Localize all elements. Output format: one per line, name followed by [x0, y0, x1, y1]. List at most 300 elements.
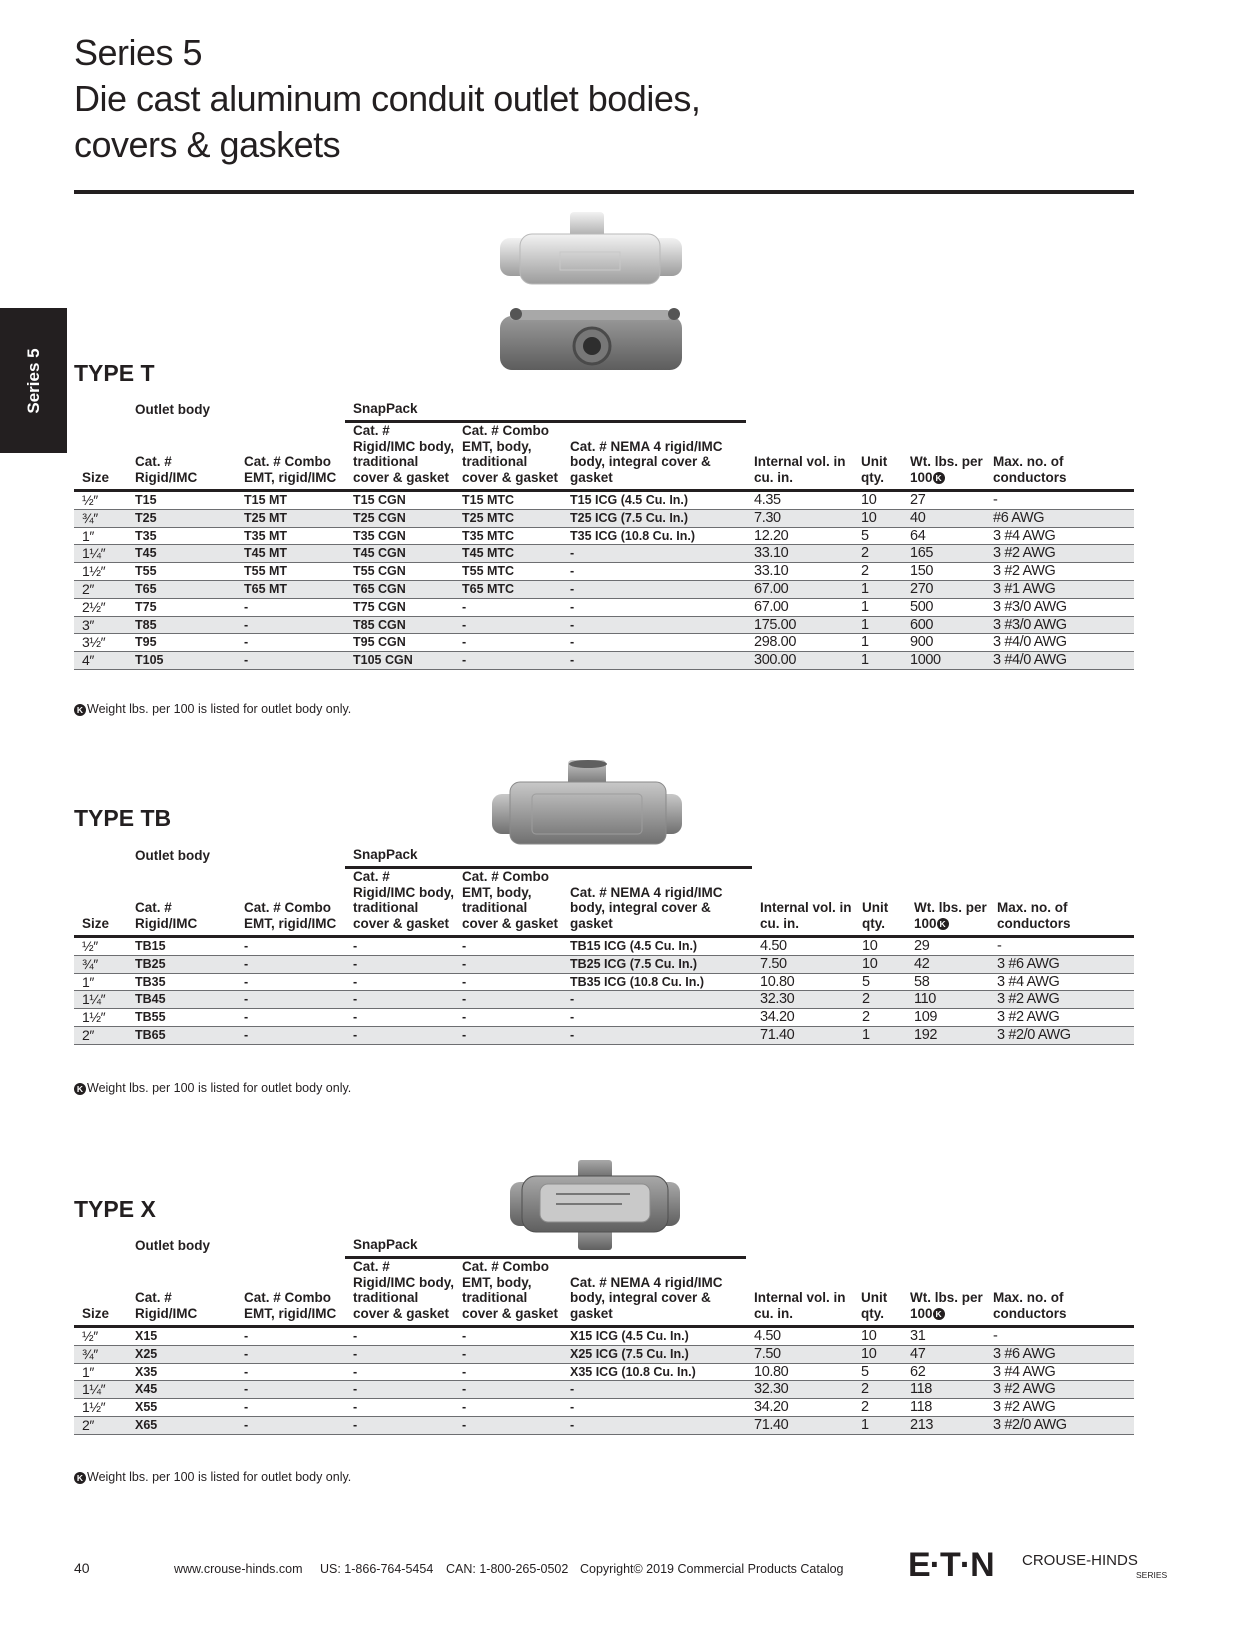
- table-cell: 300.00: [746, 652, 853, 670]
- table-row: [74, 1381, 1134, 1399]
- column-header: Internal vol. in cu. in.: [746, 1258, 853, 1327]
- table-cell: 1: [853, 598, 902, 616]
- table-cell: 71.40: [746, 1416, 853, 1434]
- table-cell: 4″: [74, 652, 127, 670]
- eaton-wordmark: E·T·N: [908, 1546, 994, 1584]
- table-cell: -: [345, 1345, 454, 1363]
- table-cell: 1: [853, 616, 902, 634]
- table-cell: -: [345, 955, 454, 973]
- snappack-group-header: SnapPack: [345, 1232, 746, 1258]
- column-header: Internal vol. in cu. in.: [746, 422, 853, 491]
- table-cell: -: [345, 1327, 454, 1346]
- table-cell: 118: [902, 1399, 985, 1417]
- table-cell: 1½″: [74, 1009, 127, 1027]
- column-header: Cat. # Combo EMT, rigid/IMC: [236, 868, 345, 937]
- table-cell: 27: [902, 491, 985, 510]
- table-cell: -: [236, 634, 345, 652]
- page-title: [74, 30, 700, 168]
- table-cell: TB45: [127, 991, 236, 1009]
- table-cell: TB15 ICG (4.5 Cu. In.): [562, 937, 752, 956]
- k-badge-icon: K: [74, 1083, 86, 1095]
- type-t-heading: TYPE T: [74, 360, 155, 386]
- table-header-row: [74, 868, 1134, 937]
- outlet-body-group-header: Outlet body: [135, 1238, 210, 1253]
- table-cell: -: [236, 991, 345, 1009]
- footer-website: www.crouse-hinds.com: [174, 1562, 303, 1576]
- table-cell: 3 #2 AWG: [985, 545, 1134, 563]
- table-cell: T55: [127, 563, 236, 581]
- table-cell: 10: [853, 509, 902, 527]
- table-cell: T95 CGN: [345, 634, 454, 652]
- table-cell: 58: [906, 973, 989, 991]
- table-cell: X25 ICG (7.5 Cu. In.): [562, 1345, 746, 1363]
- table-cell: 3½″: [74, 634, 127, 652]
- eaton-crouse-hinds-logo: [908, 1546, 1168, 1584]
- table-cell: 2: [853, 545, 902, 563]
- table-cell: TB55: [127, 1009, 236, 1027]
- table-cell: X35: [127, 1363, 236, 1381]
- table-cell: -: [985, 491, 1134, 510]
- table-cell: 10: [854, 955, 906, 973]
- table-cell: T15: [127, 491, 236, 510]
- table-cell: 7.50: [746, 1345, 853, 1363]
- table-cell: -: [562, 1399, 746, 1417]
- table-cell: X55: [127, 1399, 236, 1417]
- table-cell: -: [345, 1026, 454, 1044]
- table-cell: T25 MTC: [454, 509, 562, 527]
- table-cell: TB15: [127, 937, 236, 956]
- table-cell: -: [562, 634, 746, 652]
- outlet-body-group-header: Outlet body: [135, 402, 210, 417]
- table-cell: T25: [127, 509, 236, 527]
- table-cell: 2: [853, 1399, 902, 1417]
- table-cell: TB25: [127, 955, 236, 973]
- table-cell: 1½″: [74, 563, 127, 581]
- table-cell: 3 #2/0 AWG: [985, 1416, 1134, 1434]
- type-x-table: [74, 1232, 1134, 1435]
- table-cell: 1″: [74, 973, 127, 991]
- table-cell: -: [345, 973, 454, 991]
- k-badge-icon: K: [937, 918, 949, 930]
- table-row: [74, 616, 1134, 634]
- table-cell: 1: [853, 652, 902, 670]
- table-row: [74, 580, 1134, 598]
- table-cell: -: [236, 1416, 345, 1434]
- table-cell: X65: [127, 1416, 236, 1434]
- table-cell: T15 CGN: [345, 491, 454, 510]
- column-header: Cat. # Rigid/IMC: [127, 1258, 236, 1327]
- table-cell: 3 #4/0 AWG: [985, 634, 1134, 652]
- column-header: Wt. lbs. per 100 K: [902, 1258, 985, 1327]
- table-cell: -: [236, 937, 345, 956]
- table-cell: ½″: [74, 937, 127, 956]
- table-cell: T85 CGN: [345, 616, 454, 634]
- table-cell: ¾″: [74, 509, 127, 527]
- type-x-note: [74, 1470, 351, 1484]
- table-cell: 40: [902, 509, 985, 527]
- table-cell: 1″: [74, 1363, 127, 1381]
- table-cell: -: [454, 973, 562, 991]
- column-header: Unit qty.: [853, 1258, 902, 1327]
- table-row: [74, 527, 1134, 545]
- table-cell: 3 #6 AWG: [989, 955, 1134, 973]
- table-cell: -: [236, 1363, 345, 1381]
- table-row: [74, 1026, 1134, 1044]
- page-number: 40: [74, 1560, 90, 1576]
- table-cell: T35 ICG (10.8 Cu. In.): [562, 527, 746, 545]
- crouse-hinds-wordmark: CROUSE-HINDS: [1022, 1552, 1138, 1569]
- footer-us-phone: US: 1-866-764-5454: [320, 1562, 434, 1576]
- column-header: Cat. # Rigid/IMC body, traditional cover & gasket: [345, 1258, 454, 1327]
- table-cell: 2″: [74, 580, 127, 598]
- table-cell: 10: [853, 491, 902, 510]
- table-cell: 109: [906, 1009, 989, 1027]
- k-badge-icon: K: [933, 1308, 945, 1320]
- column-header: Wt. lbs. per 100 K: [906, 868, 989, 937]
- table-cell: ¾″: [74, 1345, 127, 1363]
- table-cell: -: [236, 1026, 345, 1044]
- table-cell: 2: [853, 1381, 902, 1399]
- table-row: [74, 598, 1134, 616]
- table-cell: -: [236, 652, 345, 670]
- table-cell: -: [454, 991, 562, 1009]
- table-cell: -: [345, 1009, 454, 1027]
- table-cell: -: [236, 1009, 345, 1027]
- table-cell: T65 MT: [236, 580, 345, 598]
- k-badge-icon: K: [74, 1472, 86, 1484]
- table-cell: 1½″: [74, 1399, 127, 1417]
- table-cell: X35 ICG (10.8 Cu. In.): [562, 1363, 746, 1381]
- table-cell: -: [236, 1381, 345, 1399]
- table-cell: 3 #4 AWG: [989, 973, 1134, 991]
- title-line-2: Die cast aluminum conduit outlet bodies,: [74, 78, 701, 119]
- table-cell: 270: [902, 580, 985, 598]
- type-tb-note: [74, 1081, 351, 1095]
- column-header: Cat. # NEMA 4 rigid/IMC body, integral cover & gasket: [562, 1258, 746, 1327]
- table-cell: -: [236, 1399, 345, 1417]
- table-cell: -: [562, 1009, 752, 1027]
- column-header: Cat. # NEMA 4 rigid/IMC body, integral cover & gasket: [562, 868, 752, 937]
- table-cell: T55 MT: [236, 563, 345, 581]
- table-cell: T35: [127, 527, 236, 545]
- column-header: Cat. # Rigid/IMC body, traditional cover & gasket: [345, 422, 454, 491]
- table-cell: TB35: [127, 973, 236, 991]
- table-cell: 34.20: [746, 1399, 853, 1417]
- k-badge-icon: K: [74, 704, 86, 716]
- type-tb-heading: TYPE TB: [74, 805, 172, 831]
- table-cell: -: [345, 1399, 454, 1417]
- table-cell: -: [454, 955, 562, 973]
- table-cell: 64: [902, 527, 985, 545]
- table-cell: -: [236, 1327, 345, 1346]
- table-cell: 34.20: [752, 1009, 854, 1027]
- table-cell: 1: [854, 1026, 906, 1044]
- snappack-group-header: SnapPack: [345, 842, 752, 868]
- table-cell: 150: [902, 563, 985, 581]
- table-cell: T95: [127, 634, 236, 652]
- table-row: [74, 973, 1134, 991]
- table-cell: 500: [902, 598, 985, 616]
- column-header: Cat. # Combo EMT, body, traditional cover & gasket: [454, 1258, 562, 1327]
- table-cell: 3 #2 AWG: [989, 1009, 1134, 1027]
- type-t-product-photo: [500, 212, 688, 372]
- table-cell: 42: [906, 955, 989, 973]
- table-cell: 1¼″: [74, 991, 127, 1009]
- column-header: Max. no. of conductors: [985, 1258, 1134, 1327]
- table-cell: -: [345, 1363, 454, 1381]
- side-tab-label: Series 5: [23, 347, 43, 414]
- table-cell: 3 #2 AWG: [985, 1399, 1134, 1417]
- table-cell: 5: [854, 973, 906, 991]
- table-row: [74, 509, 1134, 527]
- table-cell: 4.50: [752, 937, 854, 956]
- table-cell: 29: [906, 937, 989, 956]
- table-cell: -: [562, 991, 752, 1009]
- column-header: Cat. # Combo EMT, body, traditional cover & gasket: [454, 868, 562, 937]
- table-cell: 3 #3/0 AWG: [985, 598, 1134, 616]
- table-cell: 4.50: [746, 1327, 853, 1346]
- table-row: [74, 634, 1134, 652]
- table-cell: 213: [902, 1416, 985, 1434]
- table-cell: -: [454, 652, 562, 670]
- table-cell: -: [985, 1327, 1134, 1346]
- table-cell: -: [562, 563, 746, 581]
- table-cell: X15: [127, 1327, 236, 1346]
- table-cell: -: [236, 973, 345, 991]
- table-row: [74, 1399, 1134, 1417]
- table-cell: -: [454, 1009, 562, 1027]
- column-header: Cat. # Combo EMT, rigid/IMC: [236, 1258, 345, 1327]
- table-cell: 5: [853, 1363, 902, 1381]
- table-cell: TB25 ICG (7.5 Cu. In.): [562, 955, 752, 973]
- type-t-note: [74, 702, 351, 716]
- table-cell: -: [236, 616, 345, 634]
- note-text: Weight lbs. per 100 is listed for outlet body only.: [87, 1081, 352, 1095]
- table-cell: -: [345, 1381, 454, 1399]
- table-cell: 1″: [74, 527, 127, 545]
- table-cell: 1: [853, 1416, 902, 1434]
- table-cell: 1: [853, 634, 902, 652]
- table-cell: 118: [902, 1381, 985, 1399]
- table-cell: -: [345, 991, 454, 1009]
- series-wordmark: SERIES: [1136, 1570, 1168, 1580]
- table-cell: 4.35: [746, 491, 853, 510]
- column-header: Size: [74, 868, 127, 937]
- side-tab: [0, 308, 67, 453]
- column-header: Unit qty.: [853, 422, 902, 491]
- column-header: Size: [74, 1258, 127, 1327]
- title-line-1: Series 5: [74, 32, 203, 73]
- table-cell: T55 CGN: [345, 563, 454, 581]
- table-cell: -: [454, 1026, 562, 1044]
- title-rule: [74, 190, 1134, 194]
- table-cell: 2½″: [74, 598, 127, 616]
- table-cell: T105 CGN: [345, 652, 454, 670]
- table-cell: -: [236, 1345, 345, 1363]
- table-cell: -: [236, 955, 345, 973]
- table-cell: 67.00: [746, 580, 853, 598]
- table-cell: -: [562, 598, 746, 616]
- table-cell: 71.40: [752, 1026, 854, 1044]
- table-cell: ¾″: [74, 955, 127, 973]
- table-cell: 192: [906, 1026, 989, 1044]
- title-line-3: covers & gaskets: [74, 124, 341, 165]
- table-cell: -: [562, 580, 746, 598]
- table-cell: 3 #2 AWG: [985, 563, 1134, 581]
- table-cell: 165: [902, 545, 985, 563]
- table-cell: 62: [902, 1363, 985, 1381]
- table-cell: -: [236, 598, 345, 616]
- table-cell: -: [454, 1363, 562, 1381]
- table-cell: T75 CGN: [345, 598, 454, 616]
- table-cell: 31: [902, 1327, 985, 1346]
- table-cell: T15 ICG (4.5 Cu. In.): [562, 491, 746, 510]
- table-cell: 10: [853, 1345, 902, 1363]
- table-cell: -: [454, 1345, 562, 1363]
- table-cell: 10.80: [752, 973, 854, 991]
- table-cell: -: [454, 1381, 562, 1399]
- table-row: [74, 545, 1134, 563]
- table-cell: -: [454, 1416, 562, 1434]
- table-cell: 33.10: [746, 545, 853, 563]
- type-x-table-body: [74, 1327, 1134, 1435]
- table-cell: X15 ICG (4.5 Cu. In.): [562, 1327, 746, 1346]
- table-cell: 1¼″: [74, 545, 127, 563]
- table-cell: ½″: [74, 491, 127, 510]
- table-cell: 3 #2 AWG: [989, 991, 1134, 1009]
- type-t-table-body: [74, 491, 1134, 670]
- table-cell: ½″: [74, 1327, 127, 1346]
- table-cell: 2″: [74, 1416, 127, 1434]
- table-row: [74, 491, 1134, 510]
- column-header: Cat. # Rigid/IMC: [127, 868, 236, 937]
- table-cell: T15 MT: [236, 491, 345, 510]
- table-cell: 900: [902, 634, 985, 652]
- table-cell: 67.00: [746, 598, 853, 616]
- table-row: [74, 1416, 1134, 1434]
- table-cell: 3 #6 AWG: [985, 1345, 1134, 1363]
- type-tb-table-body: [74, 937, 1134, 1045]
- table-header-row: [74, 422, 1134, 491]
- table-row: [74, 563, 1134, 581]
- table-cell: -: [562, 1416, 746, 1434]
- table-cell: -: [562, 616, 746, 634]
- table-cell: 3 #4 AWG: [985, 1363, 1134, 1381]
- k-badge-icon: K: [933, 472, 945, 484]
- table-cell: 3″: [74, 616, 127, 634]
- table-row: [74, 1009, 1134, 1027]
- table-cell: 1: [853, 580, 902, 598]
- table-cell: -: [454, 937, 562, 956]
- column-header: Max. no. of conductors: [985, 422, 1134, 491]
- table-cell: 5: [853, 527, 902, 545]
- table-cell: -: [562, 652, 746, 670]
- table-row: [74, 1345, 1134, 1363]
- table-cell: 2″: [74, 1026, 127, 1044]
- table-cell: 3 #2 AWG: [985, 1381, 1134, 1399]
- table-row: [74, 937, 1134, 956]
- table-cell: 7.50: [752, 955, 854, 973]
- table-row: [74, 652, 1134, 670]
- table-header-row: [74, 1258, 1134, 1327]
- table-cell: -: [454, 1399, 562, 1417]
- table-cell: 10: [853, 1327, 902, 1346]
- table-row: [74, 955, 1134, 973]
- table-cell: 1000: [902, 652, 985, 670]
- table-cell: -: [454, 634, 562, 652]
- column-header: Max. no. of conductors: [989, 868, 1134, 937]
- table-cell: 32.30: [746, 1381, 853, 1399]
- table-cell: -: [454, 616, 562, 634]
- table-cell: 1¼″: [74, 1381, 127, 1399]
- column-header: Internal vol. in cu. in.: [752, 868, 854, 937]
- column-header: Cat. # Rigid/IMC body, traditional cover & gasket: [345, 868, 454, 937]
- table-cell: -: [454, 598, 562, 616]
- table-cell: T75: [127, 598, 236, 616]
- column-header: Wt. lbs. per 100 K: [902, 422, 985, 491]
- table-row: [74, 1327, 1134, 1346]
- table-cell: T45 MT: [236, 545, 345, 563]
- type-tb-product-photo: [492, 760, 684, 848]
- table-cell: TB65: [127, 1026, 236, 1044]
- table-cell: T65: [127, 580, 236, 598]
- table-cell: 3 #1 AWG: [985, 580, 1134, 598]
- column-header: Size: [74, 422, 127, 491]
- footer-copyright: Copyright© 2019 Commercial Products Catalog: [580, 1562, 844, 1576]
- table-cell: T25 MT: [236, 509, 345, 527]
- table-cell: T45 MTC: [454, 545, 562, 563]
- column-header: Cat. # Combo EMT, body, traditional cover & gasket: [454, 422, 562, 491]
- table-cell: -: [562, 545, 746, 563]
- table-cell: -: [345, 937, 454, 956]
- table-cell: 175.00: [746, 616, 853, 634]
- type-x-heading: TYPE X: [74, 1196, 156, 1222]
- table-cell: 2: [853, 563, 902, 581]
- table-cell: T45: [127, 545, 236, 563]
- table-cell: 33.10: [746, 563, 853, 581]
- table-cell: T105: [127, 652, 236, 670]
- table-cell: -: [562, 1026, 752, 1044]
- table-cell: T65 MTC: [454, 580, 562, 598]
- table-cell: -: [989, 937, 1134, 956]
- table-cell: 32.30: [752, 991, 854, 1009]
- table-cell: 2: [854, 991, 906, 1009]
- table-cell: T25 ICG (7.5 Cu. In.): [562, 509, 746, 527]
- column-header: Cat. # Combo EMT, rigid/IMC: [236, 422, 345, 491]
- table-cell: 3 #3/0 AWG: [985, 616, 1134, 634]
- table-cell: 7.30: [746, 509, 853, 527]
- table-row: [74, 991, 1134, 1009]
- column-header: Cat. # NEMA 4 rigid/IMC body, integral cover & gasket: [562, 422, 746, 491]
- table-cell: T15 MTC: [454, 491, 562, 510]
- table-row: [74, 1363, 1134, 1381]
- table-cell: 3 #2/0 AWG: [989, 1026, 1134, 1044]
- table-cell: -: [562, 1381, 746, 1399]
- table-cell: T25 CGN: [345, 509, 454, 527]
- column-header: Unit qty.: [854, 868, 906, 937]
- table-cell: 2: [854, 1009, 906, 1027]
- table-cell: -: [454, 1327, 562, 1346]
- table-cell: 600: [902, 616, 985, 634]
- table-cell: 3 #4/0 AWG: [985, 652, 1134, 670]
- type-t-table: [74, 396, 1134, 670]
- note-text: Weight lbs. per 100 is listed for outlet body only.: [87, 702, 352, 716]
- snappack-group-header: SnapPack: [345, 396, 746, 422]
- table-cell: TB35 ICG (10.8 Cu. In.): [562, 973, 752, 991]
- table-cell: 10: [854, 937, 906, 956]
- footer-can-phone: CAN: 1-800-265-0502: [446, 1562, 569, 1576]
- type-tb-table: [74, 842, 1134, 1045]
